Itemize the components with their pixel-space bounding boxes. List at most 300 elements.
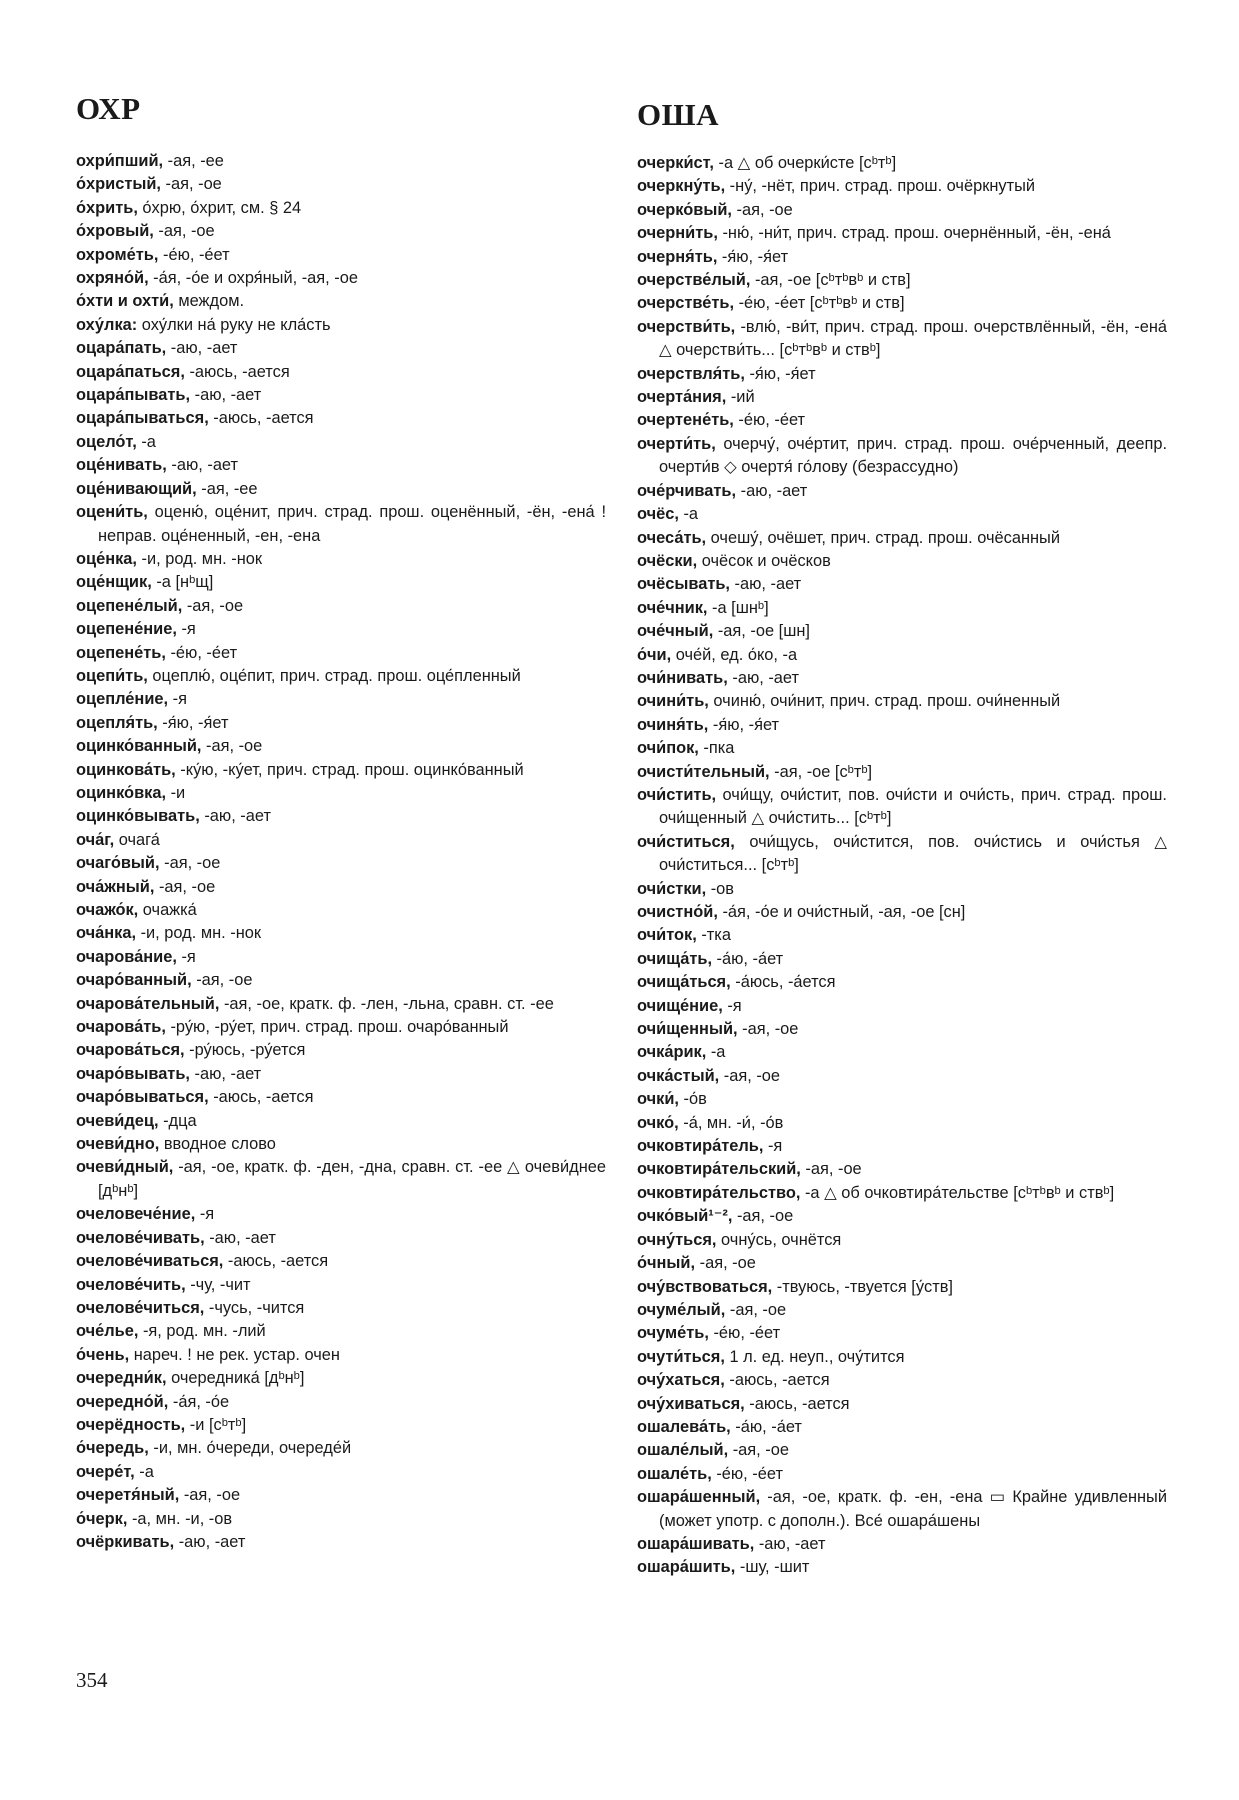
- dictionary-entry: [76, 478, 606, 501]
- entry-grammar: -я́ю, -я́ет: [744, 364, 816, 383]
- dictionary-entry: [76, 361, 606, 384]
- dictionary-entry: [76, 922, 606, 945]
- entry-headword: очу́вствоваться,: [637, 1277, 773, 1296]
- entry-grammar: -аю, -ает: [166, 339, 238, 358]
- dictionary-entry: [76, 1437, 606, 1460]
- entry-headword: оцара́пывать,: [76, 386, 191, 405]
- entry-headword: очарова́ться,: [76, 1041, 185, 1060]
- entry-headword: очко́,: [637, 1113, 679, 1132]
- dictionary-entry: [637, 1322, 1167, 1345]
- dictionary-entry: [637, 363, 1167, 386]
- entry-headword: охряно́й,: [76, 269, 149, 288]
- entry-headword: очарова́тельный,: [76, 994, 220, 1013]
- dictionary-entry: [637, 316, 1167, 363]
- entry-grammar: 1 л. ед. неуп., очу́тится: [724, 1347, 905, 1366]
- entry-grammar: -шу, -шит: [735, 1558, 810, 1577]
- entry-grammar: -ая, -ое: [728, 1441, 789, 1460]
- entry-grammar: -твуюсь, -твуется [у́ств]: [772, 1277, 953, 1296]
- dictionary-entry: [637, 1158, 1167, 1181]
- dictionary-entry: [637, 1065, 1167, 1088]
- dictionary-entry: [637, 292, 1167, 315]
- dictionary-entry: [637, 1041, 1167, 1064]
- entry-headword: очу́хиваться,: [637, 1394, 745, 1413]
- entry-grammar: -ая, -ее: [163, 152, 224, 170]
- entry-headword: очка́стый,: [637, 1066, 720, 1085]
- entry-headword: ошалева́ть,: [637, 1417, 731, 1436]
- entry-grammar: -дца: [158, 1111, 197, 1130]
- dictionary-entry: [76, 1250, 606, 1273]
- entry-grammar: очажка́: [138, 901, 197, 919]
- dictionary-entry: [76, 1297, 606, 1320]
- entry-grammar: -я: [763, 1137, 783, 1156]
- entry-grammar: -чу, -чит: [185, 1275, 251, 1294]
- entry-headword: очища́ться,: [637, 973, 731, 992]
- dictionary-entry: [637, 948, 1167, 971]
- dictionary-entry: [76, 407, 606, 430]
- dictionary-entry: [76, 431, 606, 454]
- entry-grammar: -ов: [706, 879, 735, 898]
- dictionary-entry: [76, 267, 606, 290]
- entry-grammar: -ая, -ое: [161, 175, 222, 194]
- entry-grammar: -а: [678, 505, 699, 524]
- entry-headword: очеви́дный,: [76, 1158, 174, 1177]
- dictionary-entry: [637, 1369, 1167, 1392]
- entry-grammar: -а́юсь, -а́ется: [730, 973, 836, 992]
- entry-headword: очну́ться,: [637, 1230, 717, 1249]
- entry-headword: очерёдность,: [76, 1415, 186, 1434]
- dictionary-entry: [76, 665, 606, 688]
- entry-grammar: -аюсь, -ается: [208, 409, 314, 428]
- entry-headword: очини́ть,: [637, 692, 709, 711]
- entry-headword: оху́лка:: [76, 315, 138, 334]
- dictionary-entry: [637, 690, 1167, 713]
- entry-headword: очелове́чиваться,: [76, 1252, 224, 1271]
- dictionary-entry: [637, 737, 1167, 760]
- entry-headword: оцепене́ть,: [76, 643, 166, 662]
- entry-grammar: -аю, -ает: [199, 807, 271, 826]
- dictionary-entry: [76, 501, 606, 548]
- entry-grammar: -и: [166, 783, 186, 802]
- dictionary-entry: [637, 1416, 1167, 1439]
- entry-headword: очерстве́ть,: [637, 294, 735, 313]
- dictionary-entry: [637, 222, 1167, 245]
- entry-grammar: очи́щусь, очи́стится, пов. очи́стись и очи́стья △ очи́ститься... [сᵇтᵇ]: [659, 832, 1167, 875]
- dictionary-entry: [76, 712, 606, 735]
- entry-grammar: оху́лки на́ руку не кла́сть: [137, 315, 331, 334]
- entry-headword: очеретя́ный,: [76, 1486, 180, 1505]
- entry-headword: о́хровый,: [76, 222, 154, 241]
- entry-headword: оцинко́ванный,: [76, 737, 202, 756]
- entry-headword: очерни́ть,: [637, 224, 718, 243]
- entry-grammar: -е́ю, -е́ет: [733, 411, 806, 430]
- entry-headword: оцинко́вка,: [76, 783, 167, 802]
- entry-grammar: -а́я, -о́е и охря́ный, -ая, -ое: [148, 269, 358, 288]
- entry-grammar: междом.: [173, 292, 245, 311]
- entry-grammar: -ру́ю, -ру́ет, прич. страд. прош. очаро́ванный: [165, 1018, 509, 1037]
- dictionary-entry: [637, 175, 1167, 198]
- dictionary-entry: [637, 1088, 1167, 1111]
- dictionary-entry: [76, 150, 606, 173]
- entry-grammar: -аюсь, -ается: [208, 1088, 314, 1107]
- entry-grammar: -о́в: [678, 1090, 707, 1109]
- dictionary-entry: [76, 688, 606, 711]
- entry-headword: очки́,: [637, 1090, 679, 1109]
- entry-grammar: -аю, -ает: [174, 1532, 246, 1551]
- entry-grammar: -а: [134, 1462, 154, 1481]
- dictionary-entry: [637, 784, 1167, 831]
- entry-grammar: -пка: [698, 739, 735, 758]
- entry-headword: очаго́вый,: [76, 854, 160, 873]
- entry-headword: оцепене́ние,: [76, 620, 177, 639]
- entry-headword: ошале́ть,: [637, 1464, 712, 1483]
- entry-grammar: -а, мн. -и, -ов: [127, 1509, 233, 1528]
- dictionary-entry: [76, 642, 606, 665]
- dictionary-entry: [76, 759, 606, 782]
- entry-grammar: -ку́ю, -ку́ет, прич. страд. прош. оцинко́ванный: [175, 760, 524, 779]
- entry-headword: очерти́ть,: [637, 434, 716, 453]
- entry-headword: оце́нивать,: [76, 456, 167, 475]
- entry-headword: оце́нка,: [76, 549, 137, 568]
- entry-headword: очере́т,: [76, 1462, 135, 1481]
- entry-headword: очерта́ния,: [637, 388, 727, 407]
- left-running-header: ОХР: [76, 91, 141, 126]
- dictionary-entry: [76, 1156, 606, 1203]
- entry-grammar: -я́ю, -я́ет: [717, 247, 789, 266]
- dictionary-entry: [76, 1484, 606, 1507]
- dictionary-entry: [76, 876, 606, 899]
- dictionary-entry: [637, 1533, 1167, 1556]
- entry-grammar: -ая, -ое, кратк. ф. -ен, -ена ▭ Крайне удивленный (может употр. с дополн.). Все́ ошара́шены: [659, 1488, 1167, 1530]
- entry-headword: оче́рчивать,: [637, 481, 737, 500]
- entry-headword: о́чередь,: [76, 1439, 149, 1458]
- dictionary-entry: [637, 1252, 1167, 1275]
- entry-headword: о́хти и охти́,: [76, 292, 174, 311]
- entry-grammar: о́хрю, о́хрит, см. § 24: [137, 198, 302, 217]
- entry-grammar: -ая, -ое: [191, 971, 253, 990]
- entry-grammar: -ая, -ое, кратк. ф. -лен, -льна, сравн. ст. -ее: [219, 994, 554, 1013]
- entry-grammar: -ню́, -ни́т, прич. страд. прош. очернённый, -ён, -ена́: [717, 224, 1111, 243]
- dictionary-entry: [76, 571, 606, 594]
- dictionary-entry: [637, 761, 1167, 784]
- entry-headword: очёсывать,: [637, 575, 730, 594]
- entry-headword: оцара́паться,: [76, 362, 185, 381]
- entry-grammar: оцеплю́, оце́пит, прич. страд. прош. оце́пленный: [147, 666, 521, 685]
- right-column: [637, 90, 1167, 1580]
- entry-grammar: -ая, -ое: [731, 200, 793, 219]
- dictionary-entry: [76, 1531, 606, 1554]
- entry-headword: оче́лье,: [76, 1322, 139, 1341]
- entry-headword: очи́ток,: [637, 926, 697, 945]
- entry-grammar: -ая, -ое [шн]: [713, 622, 810, 641]
- dictionary-entry: [637, 527, 1167, 550]
- entry-grammar: оче́й, ед. о́ко, -а: [671, 645, 798, 664]
- entry-headword: оцени́ть,: [76, 503, 148, 522]
- dictionary-entry: [76, 829, 606, 852]
- entry-grammar: очну́сь, очнётся: [716, 1230, 842, 1249]
- entry-headword: очажо́к,: [76, 901, 139, 919]
- dictionary-entry: [637, 901, 1167, 924]
- entry-grammar: -е́ю, -е́ет [сᵇтᵇвᵇ и ств]: [734, 294, 905, 313]
- entry-headword: очерня́ть,: [637, 247, 718, 266]
- entry-grammar: -ну́, -нёт, прич. страд. прош. очёркнутый: [725, 177, 1036, 196]
- page-number: 354: [76, 1668, 108, 1692]
- entry-headword: очередно́й,: [76, 1392, 169, 1411]
- dictionary-entry: [637, 152, 1167, 175]
- entry-grammar: -а [шнᵇ]: [707, 598, 769, 617]
- dictionary-entry: [637, 667, 1167, 690]
- dictionary-entry: [637, 409, 1167, 432]
- entry-grammar: очешу́, очёшет, прич. страд. прош. очёсанный: [706, 528, 1060, 547]
- dictionary-entry: [637, 1556, 1167, 1579]
- dictionary-entry: [76, 290, 606, 313]
- entry-headword: очища́ть,: [637, 949, 712, 968]
- entry-headword: очковтира́тель,: [637, 1137, 764, 1156]
- entry-headword: очаро́ванный,: [76, 971, 192, 990]
- entry-grammar: -ая, -ое: [153, 222, 215, 241]
- entry-headword: очеви́дец,: [76, 1111, 159, 1130]
- entry-headword: оча́нка,: [76, 924, 137, 943]
- dictionary-entry: [637, 1486, 1167, 1533]
- entry-grammar: -я: [722, 996, 742, 1015]
- entry-headword: охри́пший,: [76, 152, 164, 170]
- entry-grammar: -аю, -ает: [727, 668, 799, 687]
- entry-grammar: -аюсь, -ается: [223, 1252, 329, 1271]
- entry-headword: очёски,: [637, 551, 698, 570]
- entry-grammar: -а △ об очковтира́тельстве [сᵇтᵇвᵇ и ствᵇ]: [800, 1183, 1115, 1202]
- entry-headword: очаро́вывать,: [76, 1064, 190, 1083]
- dictionary-entry: [637, 1346, 1167, 1369]
- entry-grammar: -ая, -ое: [732, 1207, 794, 1226]
- entry-grammar: -и, род. мн. -нок: [136, 549, 263, 568]
- entry-headword: оцело́т,: [76, 432, 137, 451]
- entry-grammar: очерчу́, оче́ртит, прич. страд. прош. оче́рченный, деепр. очерти́в ◇ очертя́ го́лову (безрассудно): [659, 434, 1167, 477]
- entry-grammar: -я́ю, -я́ет: [708, 715, 780, 734]
- entry-headword: очище́ние,: [637, 996, 723, 1015]
- entry-grammar: -ий: [726, 388, 755, 407]
- entry-grammar: -аю, -ает: [754, 1534, 826, 1553]
- entry-headword: очи́пок,: [637, 739, 699, 758]
- dictionary-entry: [637, 503, 1167, 526]
- dictionary-entry: [637, 1393, 1167, 1416]
- dictionary-entry: [637, 644, 1167, 667]
- entry-grammar: -е́ю, -е́ет: [708, 1324, 781, 1343]
- entry-headword: очерстве́лый,: [637, 271, 751, 290]
- dictionary-entry: [76, 220, 606, 243]
- dictionary-entry: [637, 386, 1167, 409]
- dictionary-entry: [637, 1276, 1167, 1299]
- dictionary-entry: [76, 1274, 606, 1297]
- dictionary-entry: [76, 1391, 606, 1414]
- dictionary-entry: [76, 197, 606, 220]
- entry-grammar: -е́ю, -е́ет: [158, 245, 230, 264]
- entry-headword: ошара́шенный,: [637, 1488, 761, 1507]
- entry-grammar: -я, род. мн. -лий: [138, 1322, 266, 1341]
- entry-grammar: очередника́ [дᵇнᵇ]: [166, 1369, 305, 1388]
- entry-grammar: -аю, -ает: [736, 481, 808, 500]
- entry-grammar: -а́ю, -а́ет: [730, 1417, 802, 1436]
- entry-grammar: -аюсь, -ается: [184, 362, 290, 381]
- dictionary-entry: [637, 480, 1167, 503]
- dictionary-entry: [637, 433, 1167, 480]
- entry-headword: о́черк,: [76, 1509, 128, 1528]
- entry-headword: очеловече́ние,: [76, 1205, 196, 1224]
- entry-grammar: оценю́, оце́нит, прич. страд. прош. оценённый, -ён, -ена́ ! неправ. оце́ненный, -ен, -ена: [98, 503, 606, 545]
- dictionary-entry: [76, 1461, 606, 1484]
- dictionary-entry: [637, 714, 1167, 737]
- entry-grammar: -е́ю, -е́ет: [165, 643, 238, 662]
- entry-grammar: -и [сᵇтᵇ]: [185, 1415, 247, 1434]
- entry-headword: оце́нщик,: [76, 573, 152, 592]
- entry-headword: очистно́й,: [637, 903, 718, 921]
- entry-headword: очковтира́тельство,: [637, 1183, 801, 1202]
- entry-grammar: -а́, мн. -и́, -о́в: [678, 1113, 784, 1132]
- entry-headword: оцепле́ние,: [76, 690, 169, 709]
- dictionary-entry: [637, 1018, 1167, 1041]
- entry-headword: ошале́лый,: [637, 1441, 729, 1460]
- entry-grammar: -ая, -ое: [159, 854, 221, 873]
- entry-grammar: -е́ю, -е́ет: [711, 1464, 783, 1483]
- dictionary-entry: [76, 337, 606, 360]
- dictionary-entry: [76, 1086, 606, 1109]
- dictionary-entry: [637, 246, 1167, 269]
- entry-headword: оче́чник,: [637, 598, 708, 617]
- dictionary-entry: [637, 1299, 1167, 1322]
- entry-grammar: -влю́, -ви́т, прич. страд. прош. очерствлённый, -ён, -ена́ △ очерстви́ть... [сᵇтᵇвᵇ и ствᵇ]: [659, 317, 1167, 360]
- entry-grammar: -и, род. мн. -нок: [136, 924, 262, 943]
- dictionary-entry: [76, 805, 606, 828]
- dictionary-entry: [76, 782, 606, 805]
- dictionary-entry: [637, 971, 1167, 994]
- entry-headword: оцепля́ть,: [76, 713, 158, 732]
- entry-headword: очелове́чивать,: [76, 1228, 205, 1247]
- entry-headword: очковтира́тельский,: [637, 1160, 801, 1179]
- entry-headword: очаро́вываться,: [76, 1088, 209, 1107]
- entry-grammar: -ая, -ое [сᵇтᵇ]: [769, 762, 873, 781]
- entry-grammar: -тка: [696, 926, 731, 945]
- entry-grammar: -чусь, -чится: [204, 1298, 305, 1317]
- entry-grammar: очи́щу, очи́стит, пов. очи́сти и очи́сть, прич. страд. прош. очи́щенный △ очи́стить... [сᵇтᵇ]: [659, 785, 1167, 828]
- entry-grammar: -ру́юсь, -ру́ется: [184, 1041, 306, 1060]
- entry-headword: очертене́ть,: [637, 411, 734, 430]
- left-entries-list: [76, 150, 606, 1554]
- entry-grammar: -а́я, -о́е и очи́стный, -ая, -ое [сн]: [717, 903, 966, 921]
- entry-headword: о́хрить,: [76, 198, 138, 217]
- entry-headword: очуме́лый,: [637, 1300, 726, 1319]
- entry-grammar: -ая, -ое: [201, 737, 263, 756]
- dictionary-entry: [637, 1463, 1167, 1486]
- dictionary-entry: [76, 1016, 606, 1039]
- entry-grammar: -ая, -ое: [154, 877, 216, 896]
- dictionary-entry: [637, 1182, 1167, 1205]
- entry-headword: очелове́чить,: [76, 1275, 186, 1294]
- entry-grammar: -а́я, -о́е: [168, 1392, 230, 1411]
- dictionary-entry: [76, 595, 606, 618]
- entry-headword: оче́чный,: [637, 622, 714, 641]
- entry-headword: очеса́ть,: [637, 528, 707, 547]
- entry-grammar: -ая, -ое: [725, 1300, 787, 1319]
- dictionary-entry: [76, 314, 606, 337]
- entry-grammar: -аюсь, -ается: [724, 1371, 830, 1390]
- entry-headword: оцинко́вывать,: [76, 807, 200, 826]
- dictionary-entry: [637, 1112, 1167, 1135]
- dictionary-entry: [76, 1227, 606, 1250]
- entry-headword: оцепене́лый,: [76, 596, 183, 615]
- entry-grammar: очёсок и очёсков: [697, 551, 831, 570]
- right-running-header: ОША: [637, 97, 720, 132]
- dictionary-entry: [76, 1508, 606, 1531]
- entry-grammar: -аю, -ает: [166, 456, 239, 475]
- left-column: [76, 90, 606, 1554]
- entry-grammar: -я: [168, 690, 187, 709]
- entry-headword: оча́жный,: [76, 877, 155, 896]
- entry-headword: очерствля́ть,: [637, 364, 745, 383]
- entry-grammar: -а [нᵇщ]: [151, 573, 214, 592]
- entry-grammar: -а: [136, 432, 156, 451]
- entry-headword: очути́ться,: [637, 1347, 725, 1366]
- entry-headword: очередни́к,: [76, 1369, 167, 1388]
- dictionary-entry: [637, 573, 1167, 596]
- entry-headword: очерко́вый,: [637, 200, 732, 219]
- entry-headword: очи́щенный,: [637, 1020, 738, 1039]
- entry-grammar: -ая, -ее: [196, 479, 258, 498]
- entry-headword: очка́рик,: [637, 1043, 707, 1062]
- dictionary-entry: [76, 1414, 606, 1437]
- dictionary-entry: [76, 1133, 606, 1156]
- entry-headword: очу́хаться,: [637, 1371, 725, 1390]
- entry-headword: оча́г,: [76, 830, 115, 849]
- entry-grammar: -ая, -ое, кратк. ф. -ден, -дна, сравн. ст. -ее △ очеви́днее [дᵇнᵇ]: [98, 1158, 606, 1200]
- dictionary-entry: [637, 924, 1167, 947]
- dictionary-entry: [76, 1110, 606, 1133]
- entry-headword: очёркивать,: [76, 1532, 175, 1551]
- entry-grammar: -ая, -ое: [737, 1020, 799, 1039]
- entry-grammar: -я: [176, 620, 196, 639]
- entry-grammar: -ая, -ое: [182, 596, 244, 615]
- dictionary-entry: [637, 597, 1167, 620]
- entry-grammar: -ая, -ое: [800, 1160, 862, 1179]
- entry-headword: о́чный,: [637, 1254, 696, 1273]
- dictionary-entry: [76, 1320, 606, 1343]
- dictionary-entry: [637, 620, 1167, 643]
- entry-headword: оцепи́ть,: [76, 666, 148, 685]
- entry-headword: о́христый,: [76, 175, 161, 194]
- entry-grammar: -а △ об очерки́сте [сᵇтᵇ]: [714, 154, 897, 172]
- entry-headword: очерстви́ть,: [637, 317, 736, 336]
- entry-grammar: -аю, -ает: [190, 386, 262, 405]
- dictionary-entry: [76, 1063, 606, 1086]
- dictionary-entry: [637, 1205, 1167, 1228]
- entry-grammar: -ая, -ое [сᵇтᵇвᵇ и ств]: [750, 271, 911, 290]
- entry-grammar: нареч. ! не рек. устар. очен: [129, 1345, 340, 1364]
- entry-grammar: -ая, -ое: [179, 1486, 241, 1505]
- entry-grammar: очиню́, очи́нит, прич. страд. прош. очи́ненный: [708, 692, 1061, 711]
- dictionary-entry: [76, 1344, 606, 1367]
- dictionary-entry: [76, 548, 606, 571]
- dictionary-entry: [637, 831, 1167, 878]
- dictionary-entry: [637, 1229, 1167, 1252]
- entry-headword: очиня́ть,: [637, 715, 709, 734]
- dictionary-entry: [76, 384, 606, 407]
- entry-headword: очисти́тельный,: [637, 762, 770, 781]
- entry-grammar: -а: [706, 1043, 726, 1062]
- dictionary-entry: [637, 1439, 1167, 1462]
- entry-headword: охроме́ть,: [76, 245, 159, 264]
- dictionary-entry: [76, 1203, 606, 1226]
- dictionary-entry: [76, 618, 606, 641]
- entry-grammar: -ая, -ое: [695, 1254, 756, 1273]
- entry-grammar: -ая, -ое: [719, 1066, 781, 1085]
- entry-grammar: -я́ю, -я́ет: [157, 713, 229, 732]
